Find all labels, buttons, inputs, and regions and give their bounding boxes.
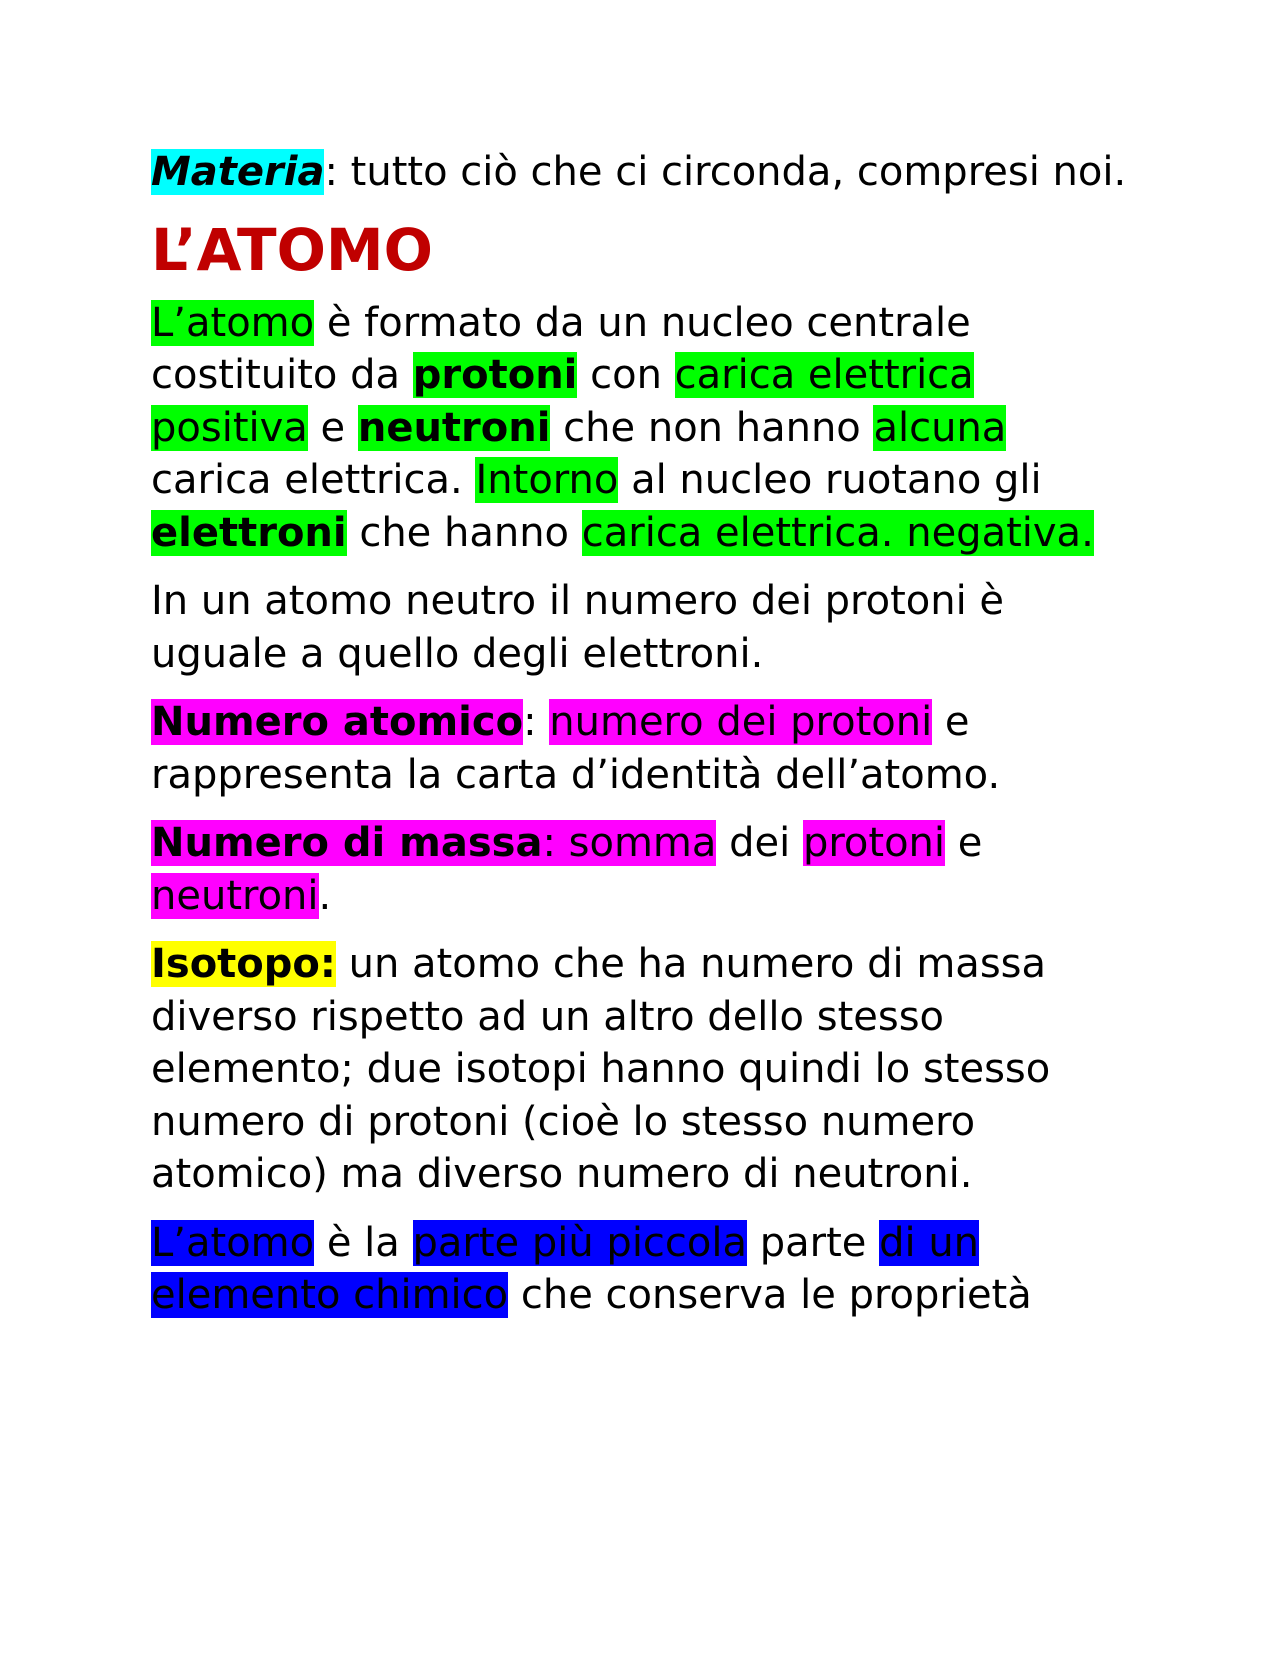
text-run: : <box>523 699 550 745</box>
section-heading: L’ATOMO <box>151 215 433 284</box>
isotopo-paragraph <box>151 938 1136 1201</box>
text-run: e <box>945 820 983 866</box>
text-run: carica elettrica. <box>151 457 476 503</box>
highlight-alcuna: alcuna <box>873 404 1007 451</box>
materia-term: Materia <box>151 149 325 195</box>
highlight-somma: somma <box>568 820 717 866</box>
text-run: che non hanno <box>550 404 874 451</box>
materia-paragraph <box>151 146 1136 199</box>
materia-definition: : tutto ciò che ci circonda, compresi noi. <box>324 149 1127 195</box>
protoni-term: protoni <box>412 352 578 398</box>
text-run: è la <box>314 1219 413 1266</box>
ultimo-paragraph <box>151 1217 1136 1322</box>
text-run: dei <box>716 820 803 866</box>
numero-atomico-paragraph <box>151 696 1136 801</box>
text-run: è formato da un nucleo centrale costituito da <box>151 299 971 398</box>
highlight-parte-piccola: parte più piccola <box>412 1219 748 1266</box>
text-run: e rappresenta la carta d’identità dell’atomo. <box>151 699 1001 798</box>
numero-atomico-term: Numero atomico <box>151 699 524 745</box>
numero-atomico-definition: numero dei protoni <box>549 699 933 745</box>
highlight-atomo: L’atomo <box>151 1219 315 1266</box>
highlight-intorno: Intorno <box>475 457 619 503</box>
text-run: che hanno <box>346 509 582 556</box>
highlight-carica-negativa: carica elettrica. negativa. <box>581 509 1094 556</box>
text-run: : <box>542 820 569 866</box>
text-run: . <box>318 872 332 919</box>
highlight-carica-positiva: carica elettrica positiva <box>151 352 974 451</box>
text-run: al nucleo ruotano gli <box>618 457 1042 503</box>
neutro-paragraph: In un atomo neutro il numero dei protoni è uguale a quello degli elettroni. <box>151 578 1005 677</box>
neutroni-term: neutroni <box>357 404 551 451</box>
numero-massa-term: Numero di massa <box>151 820 543 866</box>
isotopo-term: Isotopo: <box>151 941 336 987</box>
atomo-paragraph <box>151 297 1136 560</box>
numero-massa-paragraph <box>151 817 1136 922</box>
highlight-neutroni: neutroni <box>151 872 319 919</box>
elettroni-term: elettroni <box>151 509 347 556</box>
text-run: con <box>577 352 675 398</box>
text-run: e <box>307 404 358 451</box>
highlight-protoni: protoni <box>802 820 946 866</box>
atomo-term: L’atomo <box>151 299 315 346</box>
text-run: parte <box>747 1219 880 1266</box>
isotopo-definition: un atomo che ha numero di massa diverso rispetto ad un altro dello stesso elemento; due isotopi hanno quindi lo stesso numero di protoni (cioè lo stesso numero atomico) ma diverso numero di neutroni. <box>151 941 1051 1197</box>
text-run: che conserva le proprietà <box>508 1272 1032 1318</box>
document-page <box>151 146 1136 1338</box>
highlight-elemento-chimico: di un elemento chimico <box>151 1219 980 1318</box>
